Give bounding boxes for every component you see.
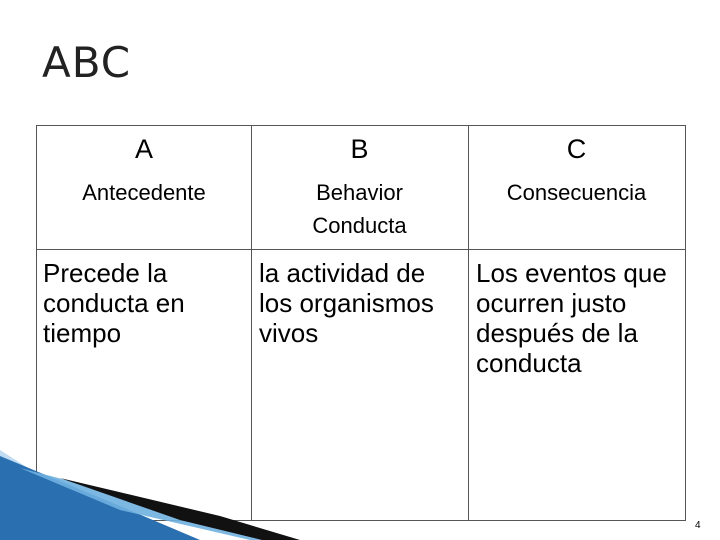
column-letter: A (134, 134, 153, 164)
header-cell-a (37, 126, 251, 249)
header-cell-c (468, 126, 685, 249)
column-letter: C (566, 134, 587, 164)
header-cell-b (251, 126, 468, 249)
column-term: Antecedente (82, 180, 206, 205)
abc-table (36, 125, 686, 521)
column-term: Consecuencia (506, 180, 647, 205)
slide-title: ABC (42, 38, 132, 87)
column-letter: B (350, 134, 369, 164)
description-cell-b: la actividad de los organismos vivos (259, 258, 434, 348)
column-term: Behavior Conducta (312, 180, 407, 238)
description-cell-c: Los eventos que ocurren justo después de la conducta (476, 258, 667, 378)
page-number: 4 (695, 520, 701, 531)
description-cell-a: Precede la conducta en tiempo (43, 258, 185, 348)
